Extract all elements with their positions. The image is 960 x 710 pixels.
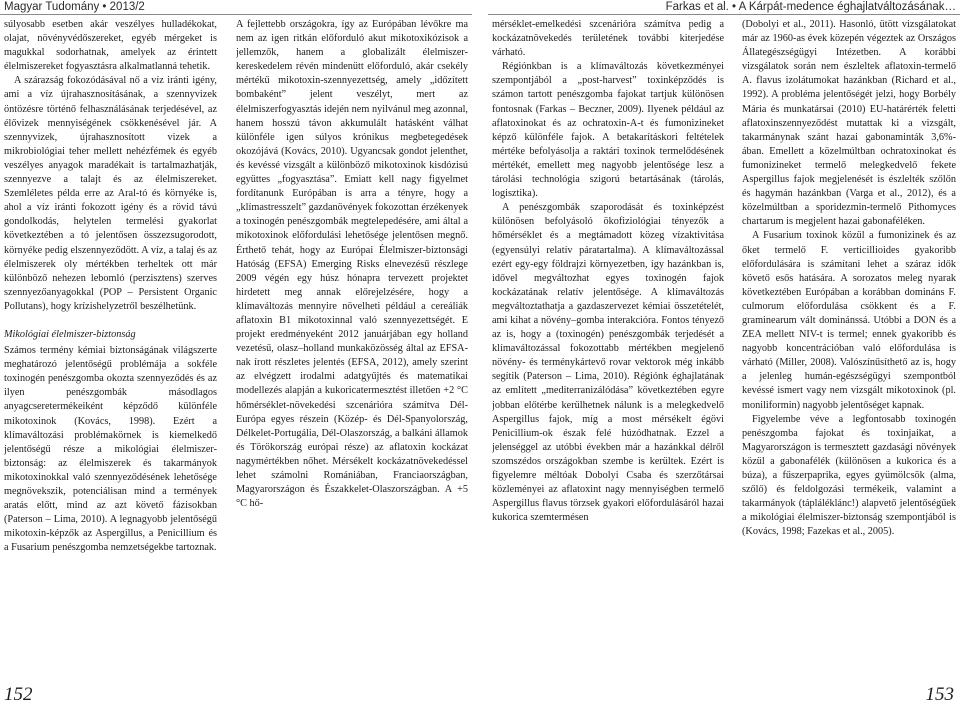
page-number-left: 152 <box>4 684 33 705</box>
text-column-2 <box>236 18 468 673</box>
page-number-right: 153 <box>925 684 954 705</box>
paragraph: Figyelembe véve a legfontosabb toxinogén penészgomba fajokat és toxinjaikat, a Magyarországon is termesztett gazdasági növények közül a gabonafélék (különösen a kukorica és a búza), a fűszerpaprika, egyes gyümölcsök (alma, szőlő) és feldolgozási termékeik, valamint a takarmányok (tápláléklánc!) alapvető jelentőségűek a mikológiai élelmiszer-biztonság szempontjából is (Kovács, 1998; Fazekas et al., 2005). <box>742 413 956 538</box>
running-header-left: Magyar Tudomány • 2013/2 <box>4 1 145 13</box>
paragraph: (Dobolyi et al., 2011). Hasonló, ütött vizsgálatokat már az 1960-as évek közepén végeztek az Országos Állategészségügyi Intézetben. A korábbi vizsgálatok során nem észleltek aflatoxin-termelő A. flavus izolátumokat hazánkban (Richard et al., 1992). A probléma jelentőségét jelzi, hogy Borbély Mária és munkatársai (2010) EU-határérték feletti aflatoxinszennyeződést mutattak ki a vizsgált, takarmánynak szánt hazai gabonaminták 3,6%-ában. Emellett a közelmúltban ochratoxinokat és fumonizineket termelő melegkedvelő fekete Aspergillus fajok megjelenését is észlelték szőlőn és hagymán hazánkban (Varga et al., 2012), és a közelmúltban a sporidezmin-termelő Pithomyces chartarum is megjelent hazai gabonaféléken. <box>742 19 956 228</box>
text-column-1 <box>4 18 217 673</box>
paragraph: súlyosabb esetben akár veszélyes hulladékokat, olajat, növényvédőszereket, egyéb mérgeket is magukkal sodorhatnak, amelyek az érintett élelmiszereket fogyasztásra alkalmatlanná tehetik. <box>4 19 217 73</box>
section-subheading: Mikológiai élelmiszer-biztonság <box>4 328 136 340</box>
paragraph: Számos termény kémiai biztonságának világszerte meghatározó jelentőségű problémája a sokféle toxinogén penészgomba okozta szennyeződés és az ilyen penészgombák másodlagos anyagcseretermékeiként képződő különféle mikotoxinok (Kovács, 1998). Ezért a klímaváltozási problémakörnek is kiemelkedő jelentőségű része a mikológiai élelmiszer-biztonság: az élelmiszerek és takarmányok mikotoxinokkal való szennyeződésének lehetősége megnövekszik, potenciálisan mind a termények aratás előtt, mind az azt követő fázisokban (Paterson – Lima, 2010). A legnagyobb jelentőségű mikotoxin-képzők az Aspergillus, a Penicillium és a Fusarium penészgomba nemzetségekbe tartoznak. <box>4 345 217 554</box>
paragraph: A Fusarium toxinok közül a fumonizinek és az őket termelő F. verticillioides gyakoribb előfordulására is számítani lehet a száraz idők követő esős hatására. A sorozatos meleg nyarak következtében Európában a korábban domináns F. culmorum előfordulása csökkent és a F. graminearum vált dominánssá. Utóbbi a DON és a ZEA mellett NIV-t is termel; ennek gyakoribb és nagyobb koncentrációban való előfordulása is várható (Miller, 2008). Valószínűsíthető az is, hogy a jelenleg humán-egészségügyi szempontból kevéssé ismert vagy nem vizsgált mikotoxinok (pl. moniliformin) nagyobb jelentőséget kapnak. <box>742 230 956 411</box>
text-column-4 <box>742 18 956 673</box>
paragraph: A fejlettebb országokra, így az Európában lévőkre ma nem az igen ritkán előforduló akut mikotoxikózisok a jellemzők, hanem a globalizált élelmiszer- kereskedelem révén mindenütt előforduló, akár csekély mértékű mikotoxin-szennyezettség, amely „időzített bombaként” jelent veszélyt, mert az élelmiszerfogyasztás idején nem nyilvánul meg azonnal, hanem hosszú távon akkumulált hatásként válhat különféle igen súlyos krónikus megbetegedések okozójává (Kovács, 2010). Ugyancsak gondot jelenthet, és kevéssé vizsgált a különböző mikotoxinok kisdózisú együttes „fogyasztása”. Emiatt kell nagy figyelmet fordítanunk Európában is arra a tényre, hogy a „klímastresszelt” gazdanövények fokozottan érzékenyek a toxinogén penészgombák megtelepedésére, ami által a mikotoxinok előfordulási lehetősége jelentősen megnő. Érthető tehát, hogy az Európai Élelmiszer-biztonsági Hatóság (EFSA) Emerging Risks elnevezésű részlege 2009 végén egy húsz hónapra tervezett projektet hirdetett meg annak előrejelzésére, hogy a klímaváltozás mennyire növelheti például a cereáliák aflatoxin B1 mikotoxinnal való szennyezettségét. E projekt eredményeként 2012 januárjában egy holland vezetésű, olasz–holland munkaközösség által az EFSA-nak írott részletes jelentés (EFSA, 2012), amely szerint az elvégzett irodalmi adatgyűjtés és matematikai modellezés alapján a kukoricatermesztést illetően +2 °C hőmérséklet-növekedési szcenárióra számítva Dél-Európa egyes részein (Közép- és Dél-Spanyolország, Délkelet-Portugália, Dél-Olaszország, a balkáni államok és Törökország európai része) az aflatoxin kockázat nagymértékben nőhet. Mérsékelt kockázatnövekedéssel lehet számolni Romániában, Franciaországban, Magyarországon és Északkelet-Olaszországban. A +5 °C hő- <box>236 19 468 510</box>
header-rule-left <box>0 14 472 15</box>
paragraph: A szárazság fokozódásával nő a víz iránti igény, ami a víz újrahasznosításának, a szennyvizek öntözésre történő felhasználásának terjedésével, az élővizek mennyiségének csökkenésével jár. A szennyvizek, újrahasznosított vizek a mikrobiológiai teher mellett nehézfémek és egyéb veszélyes anyagok maradékait is tartalmazhatják, szennyezve a talajt és az élelmiszereket. Szemléletes példa erre az Aral-tó és környéke is, ahol a víz iránti fokozott igény és a rövid távú gondolkodás, helytelen termelési gyakorlat következtében a tó jelentősen összezsugorodott, környéke pedig elszennyeződött. A víz, a talaj és az élelmiszerek oly mértékben terheltek ott már különböző nehezen lebomló (perzisztens) szerves szennyezőanyagokkal (POP – Persistent Organic Pollutans), hogy krízishelyzetről beszélhetünk. <box>4 75 217 312</box>
paragraph: Régiónkban is a klímaváltozás következményei szempontjából a „post-harvest” toxinképződés is számon tartott penészgomba fajokat tartjuk különösen fontosnak (Farkas – Beczner, 2009). Ilyenek például az aflatoxinokat és az ochratoxin-A-t és fumonizineket képző különféle fajok. A betakarításkori feltételek mértéke befolyásolja a raktári toxinok termelődésének mértékét, emellett meg nagyobb jelentősége lesz a tárolási technológia szigorú betartásának (tárolás, logisztika). <box>492 61 724 200</box>
text-column-3 <box>492 18 724 673</box>
paragraph: mérséklet-emelkedési szcenárióra számítva pedig a kockázatnövekedés területének további kiterjedése várható. <box>492 19 724 59</box>
paragraph: A penészgombák szaporodását és toxinképzést különösen befolyásoló ökofiziológiai tényezők a hőmérséklet és a megtámadott közeg vízaktivitása (egyensúlyi relatív páratartalma). A klímaváltozással ezért egy-egy földrajzi környezetben, így hazánkban is, idővel megváltozhat egyes toxinogén fajok kockázatának relatív jelentősége. A klímaváltozás megváltoztathatja a gazdaszervezet kémiai összetételét, ami kihat a növény–gomba interakcióra. Fontos tényező az is, hogy a (toxinogén) penészgombák terjedését a klímaváltozással fokozottabb mértékben megjelenő növény- és terménykártevő rovar vektorok még inkább segítik (Paterson – Lima, 2010). Régiónk éghajlatának az említett „mediterranizálódása” következtében egyre jobban előtérbe kerülhetnek nálunk is a melegkedvelő Aspergillus fajok, míg a most mérsékelt égövi Penicillium-ok észak felé húzódhatnak. Ezzel a jelenséggel az utóbbi években már a hazánkkal délről szomszédos országokban szembe is kerültek. Ezért is figyelemre méltóak Dobolyi Csaba és szerzőtársai közleményei az aflatoxint nagy mennyiségben termelő Aspergillus flavus törzsek gyakori előfordulásáról hazai kukorica szemtermésen <box>492 202 724 524</box>
header-rule-right <box>488 14 960 15</box>
running-header-right: Farkas et al. • A Kárpát-medence éghajlatváltozásának… <box>665 1 956 13</box>
